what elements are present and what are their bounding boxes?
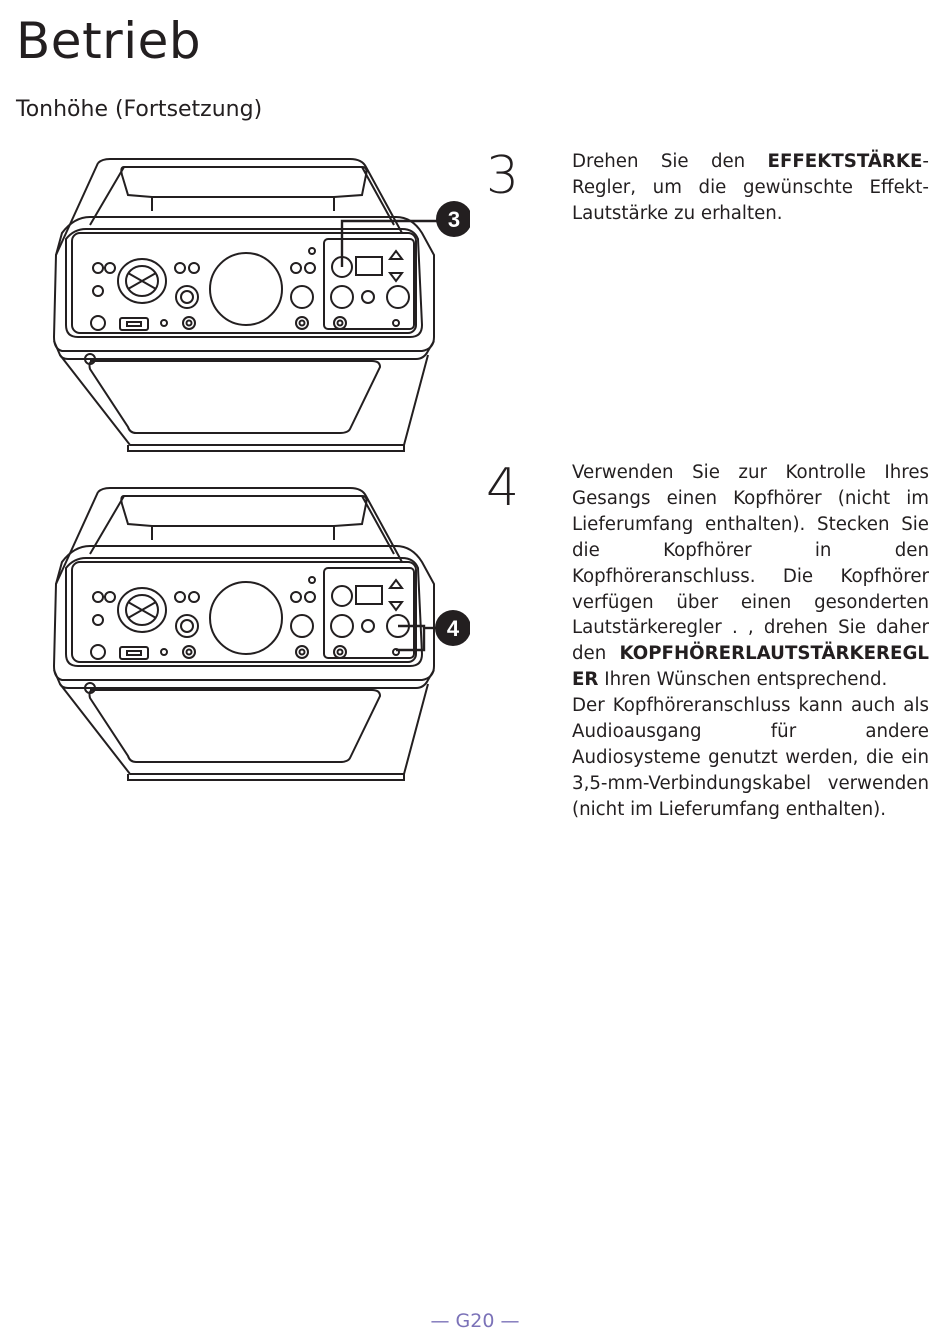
karaoke-machine-drawing	[50, 155, 470, 455]
page-title: Betrieb	[16, 12, 202, 70]
step-3-text	[572, 149, 929, 227]
section-subtitle: Tonhöhe (Fortsetzung)	[16, 97, 263, 122]
step-number-4: 4	[486, 458, 520, 518]
step-3-text-bold: EFFEKTSTÄRKE	[767, 151, 923, 172]
step-4-text-extra: Der Kopfhöreranschluss kann auch als Audioausgang für andere Audiosysteme genutzt werden, die ein 3,5-mm-Verbindungskabel verwenden (nicht im Lieferumfang enthalten).	[572, 695, 929, 820]
step-4-text-pre: Verwenden Sie zur Kontrolle Ihres Gesangs einen Kopfhörer (nicht im Lieferumfang enthalten). Stecken Sie die Kopfhörer in den Kopfhöreranschluss. Die Kopfhörer verfügen über einen gesonderten Lautstärkeregler . , drehen Sie daher den	[572, 462, 929, 665]
callout-badge-3: 3	[447, 207, 461, 232]
page-number: — G20 —	[430, 1310, 520, 1332]
callout-badge-4: 4	[446, 616, 460, 641]
karaoke-machine-illustration-step-4	[50, 484, 460, 784]
step-4-text-bold: KOPFHÖRERLAUTSTÄRKEREGLER	[572, 643, 929, 691]
step-4-text	[572, 460, 929, 823]
step-number-3: 3	[486, 146, 520, 206]
step-4-text-post: Ihren Wünschen entsprechend.	[598, 669, 888, 691]
karaoke-machine-drawing	[50, 484, 470, 784]
karaoke-machine-illustration-step-3	[50, 155, 461, 455]
step-3-text-pre: Drehen Sie den	[572, 151, 768, 172]
step-3-text-post: -Regler, um die gewünschte Effekt-Lautstärke zu erhalten.	[572, 151, 929, 224]
